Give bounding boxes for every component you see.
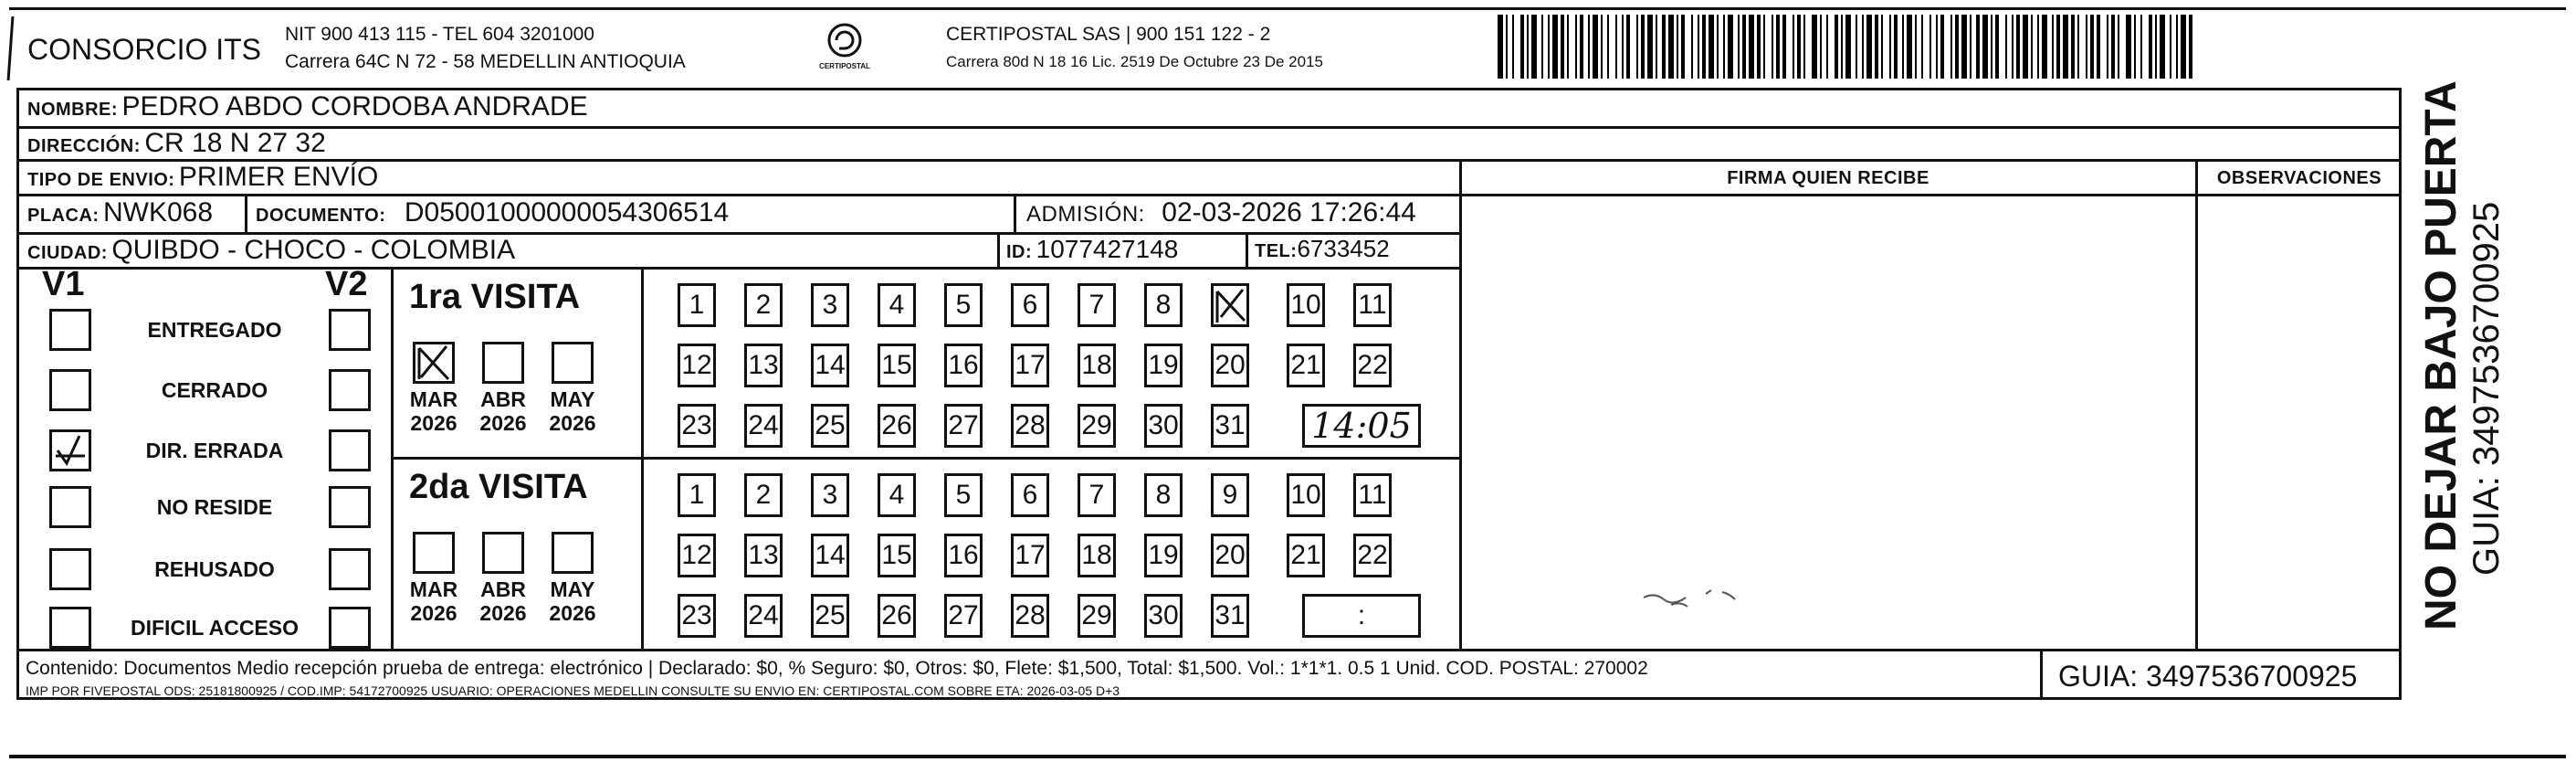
- id-value: 1077427148: [1036, 235, 1179, 263]
- placa-value: NWK068: [103, 197, 214, 228]
- visit-title: 2da VISITA: [409, 468, 588, 506]
- tel-value: 6733452: [1297, 235, 1390, 262]
- barcode-bar: [1626, 15, 1630, 79]
- day-box[interactable]: 21: [1287, 534, 1325, 577]
- day-box[interactable]: 18: [1078, 534, 1116, 577]
- nombre-row: [27, 91, 588, 122]
- barcode-bar: [1698, 15, 1699, 79]
- footer-line1: Contenido: Documentos Medio recepción prueba de entrega: electrónico | Declarado: $0, % Seguro: $0, Otros: $0, Flete: $1,500, Total: $1,500. Vol.: 1*1*1. 0.5 1 Unid. COD. POSTAL: 270002: [26, 658, 1648, 679]
- col-line: [2195, 159, 2198, 649]
- barcode-bar: [1677, 15, 1678, 79]
- bottom-border: [9, 755, 2566, 758]
- day-box[interactable]: 21: [1287, 344, 1325, 387]
- barcode-bar: [1889, 15, 1891, 79]
- status-label: DIR. ERRADA: [145, 439, 284, 462]
- month-checkbox[interactable]: [413, 342, 455, 384]
- day-box[interactable]: 17: [1011, 344, 1049, 387]
- barcode-bar: [1757, 15, 1761, 79]
- col-line: [2040, 649, 2043, 700]
- direccion-label: DIRECCIÓN:: [27, 136, 141, 156]
- footer-line2: IMP POR FIVEPOSTAL ODS: 25181800925 / COD.IMP: 54172700925 USUARIO: OPERACIONES MEDELLIN CONSULTE SU ENVIO EN: CERTIPOSTAL.COM SOBRE ETA: 2026-03-05 D+3: [26, 683, 1120, 698]
- col-line: [245, 194, 247, 232]
- day-box[interactable]: 27: [944, 404, 983, 448]
- day-box[interactable]: 25: [811, 594, 849, 638]
- barcode-bar: [2140, 15, 2142, 79]
- barcode-bar: [2090, 15, 2094, 79]
- x-mark-icon: [1214, 286, 1246, 324]
- day-box[interactable]: 8: [1144, 283, 1183, 327]
- barcode-bar: [1662, 15, 1666, 79]
- barcode-bar: [2097, 15, 2100, 79]
- row-line: [2195, 194, 2402, 196]
- barcode-bar: [1907, 15, 1912, 79]
- day-box[interactable]: 16: [944, 344, 983, 387]
- status-label: REHUSADO: [154, 557, 275, 581]
- carrier-logo: [804, 20, 886, 77]
- barcode-bar: [2149, 15, 2152, 79]
- barcode-bar: [1512, 15, 1514, 79]
- v1-checkbox[interactable]: [49, 486, 91, 528]
- barcode-bar: [1841, 15, 1843, 79]
- v2-checkbox[interactable]: [329, 486, 371, 528]
- day-box[interactable]: 20: [1211, 534, 1249, 577]
- barcode-bar: [1929, 15, 1931, 79]
- day-box[interactable]: 19: [1144, 344, 1183, 387]
- month-label: ABR 2026: [479, 387, 527, 435]
- day-box[interactable]: 31: [1211, 404, 1249, 448]
- barcode-bar: [1866, 15, 1872, 79]
- barcode-bar: [1940, 15, 1944, 79]
- barcode-bar: [2134, 15, 2136, 79]
- day-box[interactable]: 28: [1011, 594, 1049, 638]
- barcode-bar: [1894, 15, 1898, 79]
- v1-checkbox[interactable]: [49, 309, 91, 351]
- barcode-bar: [2042, 15, 2047, 79]
- barcode-bar: [1797, 15, 1801, 79]
- day-box[interactable]: 25: [811, 404, 849, 448]
- barcode-bar: [1541, 15, 1543, 79]
- barcode-bar: [1615, 15, 1617, 79]
- day-box[interactable]: 6: [1011, 283, 1049, 327]
- day-box[interactable]: 2: [744, 283, 783, 327]
- barcode-bar: [1936, 15, 1938, 79]
- day-box[interactable]: 8: [1144, 473, 1183, 517]
- ciudad-cell: [27, 235, 515, 266]
- direccion-row: [27, 128, 326, 159]
- barcode-bar: [1506, 15, 1508, 79]
- barcode-bar: [1717, 15, 1719, 79]
- month-checkbox[interactable]: [482, 532, 524, 574]
- barcode-bar: [2063, 15, 2068, 79]
- barcode-bar: [1845, 15, 1851, 79]
- barcode-bar: [2023, 15, 2028, 79]
- day-box[interactable]: 31: [1211, 594, 1249, 638]
- company-line1: NIT 900 413 115 - TEL 604 3201000: [285, 24, 594, 45]
- direccion-value: CR 18 N 27 32: [144, 128, 326, 158]
- tipo-value: PRIMER ENVÍO: [178, 162, 379, 192]
- day-box[interactable]: 20: [1211, 344, 1249, 387]
- barcode-bar: [2005, 15, 2007, 79]
- barcode-bar: [1681, 15, 1685, 79]
- v1-label: V1: [42, 265, 85, 303]
- v2-label: V2: [325, 265, 368, 303]
- visit-time[interactable]: 14:05: [1302, 404, 1421, 448]
- barcode-bar: [2037, 15, 2039, 79]
- id-cell: [1006, 235, 1178, 264]
- signature-mark-icon: [1635, 577, 1781, 614]
- logo-text: CERTIPOSTAL: [819, 62, 870, 70]
- barcode-bar: [1647, 15, 1653, 79]
- barcode-bar: [1561, 15, 1564, 79]
- x-mark-icon: [415, 344, 452, 381]
- month-label: ABR 2026: [479, 577, 527, 625]
- documento-cell: [256, 197, 729, 228]
- barcode-bar: [2052, 15, 2054, 79]
- month-label: MAR 2026: [409, 387, 458, 435]
- day-box[interactable]: 14: [811, 344, 849, 387]
- v1-checkbox[interactable]: [49, 548, 91, 590]
- barcode-bar: [1803, 15, 1805, 79]
- barcode-bar: [1498, 15, 1503, 79]
- barcode-bar: [2160, 15, 2165, 79]
- barcode: [1498, 0, 2201, 82]
- barcode-bar: [1776, 15, 1780, 79]
- barcode-bar: [1995, 15, 1999, 79]
- day-box[interactable]: 16: [944, 534, 983, 577]
- month-checkbox[interactable]: [552, 532, 594, 574]
- day-box[interactable]: 26: [878, 404, 916, 448]
- day-box[interactable]: 12: [678, 344, 716, 387]
- visit-title: 1ra VISITA: [409, 278, 581, 316]
- v2-checkbox[interactable]: [329, 369, 371, 411]
- barcode-bar: [2031, 15, 2033, 79]
- barcode-bar: [2170, 15, 2171, 79]
- left-edge: [7, 16, 15, 80]
- day-box[interactable]: 7: [1078, 283, 1116, 327]
- day-box[interactable]: [1211, 283, 1249, 327]
- barcode-bar: [1601, 15, 1603, 79]
- barcode-bar: [1607, 15, 1609, 79]
- barcode-bar: [2071, 15, 2075, 79]
- day-box[interactable]: 15: [878, 534, 916, 577]
- barcode-bar: [1782, 15, 1786, 79]
- barcode-bar: [1520, 15, 1524, 79]
- day-box[interactable]: 24: [744, 594, 783, 638]
- day-box[interactable]: 5: [944, 473, 983, 517]
- tel-label: TEL:: [1255, 241, 1298, 261]
- day-box[interactable]: 18: [1078, 344, 1116, 387]
- admision-cell: [1026, 197, 1416, 228]
- barcode-bar: [1820, 15, 1822, 79]
- day-box[interactable]: 3: [811, 473, 849, 517]
- day-box[interactable]: 28: [1011, 404, 1049, 448]
- day-box[interactable]: 7: [1078, 473, 1116, 517]
- day-box[interactable]: 30: [1144, 404, 1183, 448]
- day-box[interactable]: 5: [944, 283, 983, 327]
- day-box[interactable]: 17: [1011, 534, 1049, 577]
- barcode-bar: [2056, 15, 2060, 79]
- barcode-bar: [1702, 15, 1706, 79]
- barcode-bar: [2126, 15, 2131, 79]
- placa-cell: [27, 197, 213, 228]
- barcode-bar: [1552, 15, 1558, 79]
- v1-checkbox[interactable]: [49, 429, 91, 471]
- barcode-bar: [1982, 15, 1988, 79]
- carrier-line1: CERTIPOSTAL SAS | 900 151 122 - 2: [946, 24, 1271, 45]
- nombre-value: PEDRO ABDO CORDOBA ANDRADE: [121, 91, 588, 122]
- barcode-bar: [2016, 15, 2020, 79]
- day-box[interactable]: 1: [678, 473, 716, 517]
- barcode-bar: [1881, 15, 1883, 79]
- barcode-bar: [1723, 15, 1725, 79]
- status-label: CERRADO: [161, 378, 268, 402]
- barcode-bar: [1950, 15, 1952, 79]
- v2-checkbox[interactable]: [329, 607, 371, 649]
- barcode-bar: [1749, 15, 1754, 79]
- admision-value: 02-03-2026 17:26:44: [1162, 197, 1416, 228]
- barcode-bar: [2111, 15, 2115, 79]
- col-line: [1459, 159, 1462, 649]
- day-box[interactable]: 29: [1078, 404, 1116, 448]
- month-label: MAY 2026: [549, 577, 596, 625]
- barcode-bar: [1691, 15, 1693, 79]
- barcode-bar: [2107, 15, 2108, 79]
- barcode-bar: [1548, 15, 1550, 79]
- visit-split: [391, 457, 1459, 460]
- day-box[interactable]: 30: [1144, 594, 1183, 638]
- status-label: NO RESIDE: [156, 495, 273, 519]
- barcode-bar: [1991, 15, 1992, 79]
- barcode-bar: [1738, 15, 1740, 79]
- barcode-bar: [1826, 15, 1828, 79]
- day-box[interactable]: 22: [1353, 344, 1392, 387]
- barcode-bar: [2176, 15, 2178, 79]
- ciudad-label: CIUDAD:: [27, 243, 108, 263]
- barcode-bar: [1668, 15, 1674, 79]
- month-label: MAR 2026: [409, 577, 458, 625]
- barcode-bar: [1875, 15, 1878, 79]
- barcode-bar: [1961, 15, 1967, 79]
- status-label: DIFICIL ACCESO: [130, 616, 299, 640]
- barcode-bar: [1856, 15, 1857, 79]
- status-label: ENTREGADO: [147, 318, 282, 342]
- barcode-bar: [1580, 15, 1583, 79]
- day-box[interactable]: 13: [744, 344, 783, 387]
- barcode-bar: [1656, 15, 1657, 79]
- day-box[interactable]: 10: [1287, 283, 1325, 327]
- side-line1: NO DEJAR BAJO PUERTA: [2417, 80, 2466, 630]
- row-line: [16, 267, 1459, 270]
- side-line2: GUIA: 3497536700925: [2466, 201, 2507, 576]
- barcode-bar: [2189, 15, 2192, 79]
- month-checkbox[interactable]: [482, 342, 524, 384]
- row-line: [16, 126, 2402, 129]
- day-box[interactable]: 14: [811, 534, 849, 577]
- barcode-bar: [1622, 15, 1624, 79]
- v1-checkbox[interactable]: [49, 369, 91, 411]
- day-box[interactable]: 27: [944, 594, 983, 638]
- barcode-bar: [1772, 15, 1773, 79]
- barcode-bar: [1955, 15, 1959, 79]
- ciudad-value: QUIBDO - CHOCO - COLOMBIA: [111, 235, 516, 265]
- v2-checkbox[interactable]: [329, 309, 371, 351]
- day-box[interactable]: 11: [1353, 473, 1392, 517]
- visit-time[interactable]: :: [1302, 594, 1421, 638]
- check-mark-icon: [52, 432, 89, 469]
- tipo-label: TIPO DE ENVIO:: [27, 170, 175, 190]
- barcode-bar: [1709, 15, 1714, 79]
- barcode-bar: [1742, 15, 1746, 79]
- barcode-bar: [1902, 15, 1904, 79]
- day-box[interactable]: 23: [678, 594, 716, 638]
- day-box[interactable]: 3: [811, 283, 849, 327]
- v2-checkbox[interactable]: [329, 548, 371, 590]
- day-box[interactable]: 9: [1211, 473, 1249, 517]
- barcode-bar: [1915, 15, 1917, 79]
- tipo-row: [27, 162, 378, 193]
- documento-value: D05001000000054306514: [404, 197, 730, 228]
- side-text: [2417, 80, 2546, 630]
- barcode-bar: [1812, 15, 1817, 79]
- barcode-bar: [1763, 15, 1765, 79]
- barcode-bar: [2086, 15, 2087, 79]
- row-line: [16, 194, 2402, 196]
- barcode-bar: [1575, 15, 1577, 79]
- day-box[interactable]: 13: [744, 534, 783, 577]
- month-checkbox[interactable]: [552, 342, 594, 384]
- day-box[interactable]: 4: [878, 473, 916, 517]
- barcode-bar: [2181, 15, 2186, 79]
- day-box[interactable]: 15: [878, 344, 916, 387]
- day-box[interactable]: 6: [1011, 473, 1049, 517]
- documento-label: DOCUMENTO:: [256, 206, 386, 226]
- day-box[interactable]: 24: [744, 404, 783, 448]
- day-box[interactable]: 12: [678, 534, 716, 577]
- barcode-bar: [1728, 15, 1733, 79]
- day-box[interactable]: 22: [1353, 534, 1392, 577]
- barcode-bar: [2012, 15, 2013, 79]
- admision-label: ADMISIÓN:: [1026, 202, 1145, 227]
- day-box[interactable]: 4: [878, 283, 916, 327]
- barcode-bar: [1641, 15, 1645, 79]
- barcode-bar: [2077, 15, 2079, 79]
- footer-guia: GUIA: 3497536700925: [2058, 660, 2358, 693]
- firma-label: FIRMA QUIEN RECIBE: [1727, 168, 1929, 188]
- barcode-bar: [1835, 15, 1838, 79]
- company-line2: Carrera 64C N 72 - 58 MEDELLIN ANTIOQUIA: [285, 51, 686, 72]
- barcode-bar: [1588, 15, 1590, 79]
- day-box[interactable]: 2: [744, 473, 783, 517]
- barcode-bar: [1793, 15, 1794, 79]
- observaciones-label: OBSERVACIONES: [2216, 168, 2382, 188]
- day-box[interactable]: 29: [1078, 594, 1116, 638]
- barcode-bar: [1970, 15, 1971, 79]
- tel-cell: [1255, 235, 1390, 263]
- nombre-label: NOMBRE:: [27, 100, 119, 120]
- barcode-bar: [1862, 15, 1864, 79]
- barcode-bar: [1921, 15, 1923, 79]
- day-box[interactable]: 23: [678, 404, 716, 448]
- barcode-bar: [1567, 15, 1569, 79]
- day-box[interactable]: 26: [878, 594, 916, 638]
- row-line: [16, 649, 2402, 651]
- barcode-bar: [1527, 15, 1529, 79]
- day-box[interactable]: 1: [678, 283, 716, 327]
- month-label: MAY 2026: [549, 387, 596, 435]
- barcode-bar: [2118, 15, 2119, 79]
- v1-checkbox[interactable]: [49, 607, 91, 649]
- col-line: [997, 232, 1000, 267]
- barcode-bar: [1593, 15, 1598, 79]
- barcode-bar: [1531, 15, 1537, 79]
- col-line: [1014, 194, 1016, 232]
- barcode-bar: [1976, 15, 1980, 79]
- placa-label: PLACA:: [27, 206, 100, 226]
- day-box[interactable]: 10: [1287, 473, 1325, 517]
- carrier-line2: Carrera 80d N 18 16 Lic. 2519 De Octubre 23 De 2015: [946, 53, 1323, 70]
- col-line: [1246, 232, 1248, 267]
- id-label: ID:: [1006, 242, 1033, 262]
- company-name: CONSORCIO ITS: [27, 33, 262, 66]
- barcode-bar: [2155, 15, 2157, 79]
- v2-checkbox[interactable]: [329, 429, 371, 471]
- day-box[interactable]: 11: [1353, 283, 1392, 327]
- month-checkbox[interactable]: [413, 532, 455, 574]
- day-box[interactable]: 19: [1144, 534, 1183, 577]
- barcode-bar: [1636, 15, 1638, 79]
